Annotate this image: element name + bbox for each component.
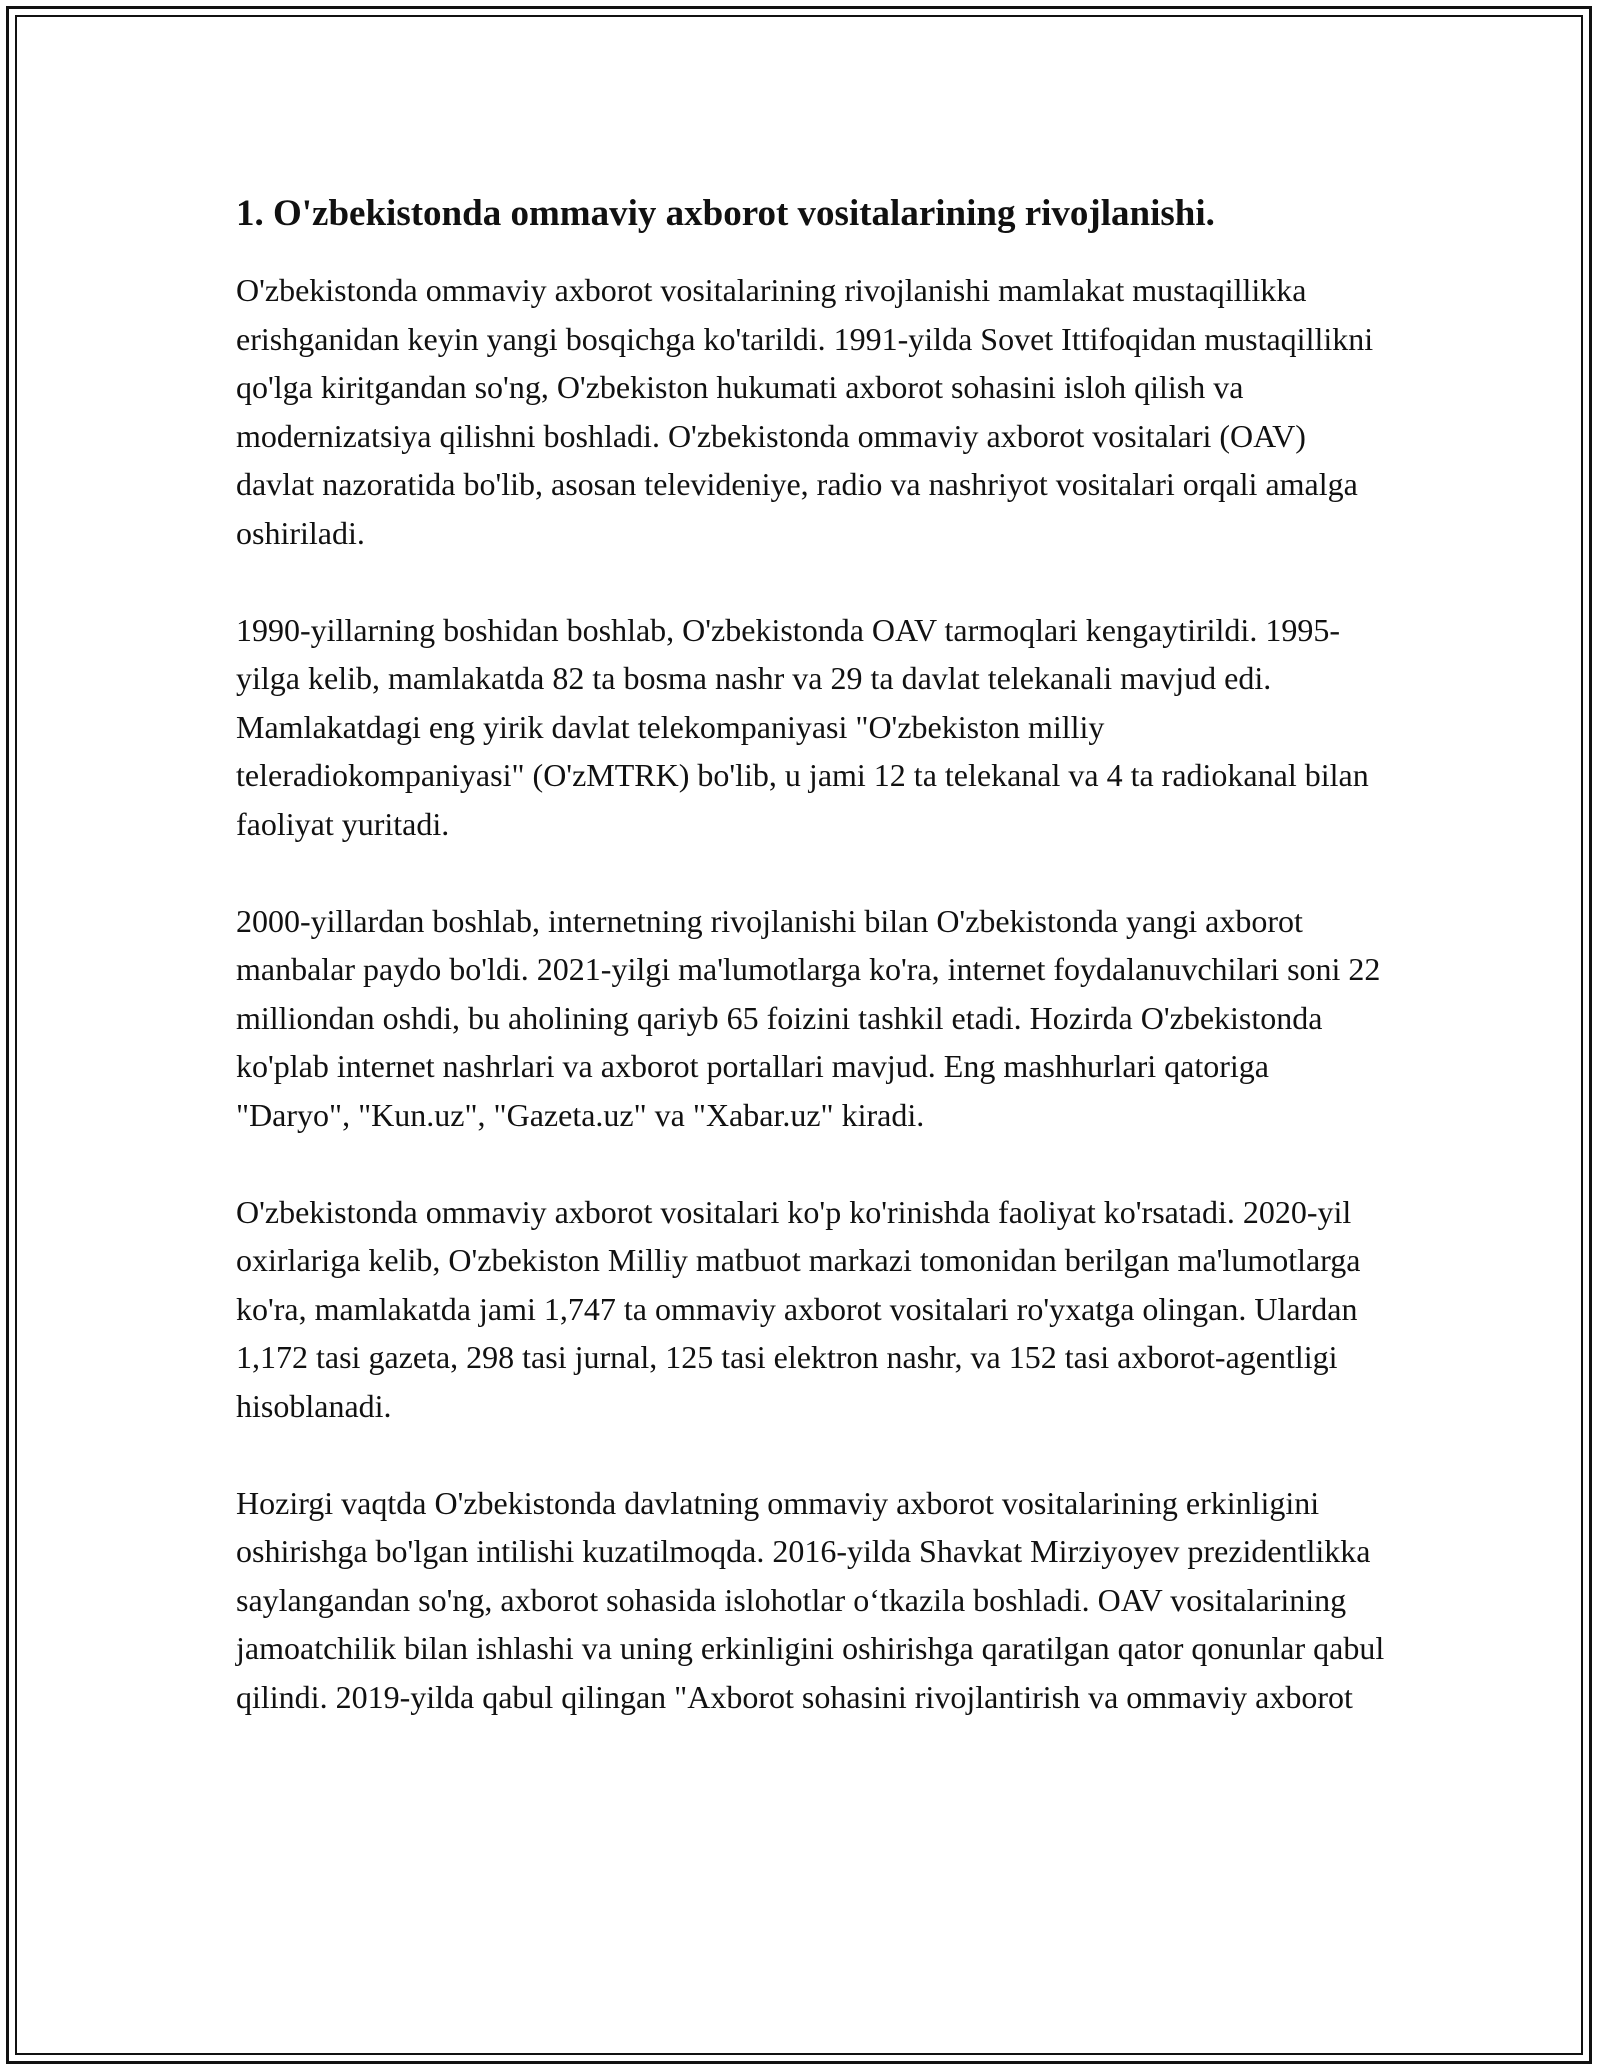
document-title: 1. O'zbekistonda ommaviy axborot vositalarining rivojlanishi.	[236, 193, 1215, 234]
paragraph-1: O'zbekistonda ommaviy axborot vositalarining rivojlanishi mamlakat mustaqillikka erishganidan keyin yangi bosqichga ko'tarildi. 1991-yilda Sovet Ittifoqidan mustaqillikni qo'lga kiritgandan so'ng, O'zbekiston hukumati axborot sohasini isloh qilish va modernizatsiya qilishni boshladi. O'zbekistonda ommaviy axborot vositalari (OAV) davlat nazoratida bo'lib, asosan televideniye, radio va nashriyot vositalari orqali amalga oshiriladi.	[236, 272, 1374, 551]
paragraph-4: O'zbekistonda ommaviy axborot vositalari ko'p ko'rinishda faoliyat ko'rsatadi. 2020-yil oxirlariga kelib, O'zbekiston Milliy matbuot markazi tomonidan berilgan ma'lumotlarga ko'ra, mamlakatda jami 1,747 ta ommaviy axborot vositalari ro'yxatga olingan. Ulardan 1,172 tasi gazeta, 298 tasi jurnal, 125 tasi elektron nashr, va 152 tasi axborot-agentligi hisoblanadi.	[236, 1193, 1361, 1424]
paragraph-3: 2000-yillardan boshlab, internetning rivojlanishi bilan O'zbekistonda yangi axborot manbalar paydo bo'ldi. 2021-yilgi ma'lumotlarga ko'ra, internet foydalanuvchilari soni 22 milliondan oshdi, bu aholining qariyb 65 foizini tashkil etadi. Hozirda O'zbekistonda ko'plab internet nashrlari va axborot portallari mavjud. Eng mashhurlari qatoriga "Daryo", "Kun.uz", "Gazeta.uz" va "Xabar.uz" kiradi.	[236, 902, 1381, 1133]
paragraph-2: 1990-yillarning boshidan boshlab, O'zbekistonda OAV tarmoqlari kengaytirildi. 1995-yilga kelib, mamlakatda 82 ta bosma nashr va 29 ta davlat telekanali mavjud edi. Mamlakatdagi eng yirik davlat telekompaniyasi "O'zbekiston milliy teleradiokompaniyasi" (O'zMTRK) bo'lib, u jami 12 ta telekanal va 4 ta radiokanal bilan faoliyat yuritadi.	[236, 611, 1369, 842]
document-body	[236, 188, 1386, 1721]
paragraph-5: Hozirgi vaqtda O'zbekistonda davlatning ommaviy axborot vositalarining erkinligini oshirishga bo'lgan intilishi kuzatilmoqda. 2016-yilda Shavkat Mirziyoyev prezidentlikka saylangandan so'ng, axborot sohasida islohotlar o‘tkazila boshladi. OAV vositalarining jamoatchilik bilan ishlashi va uning erkinligini oshirishga qaratilgan qator qonunlar qabul qilindi. 2019-yilda qabul qilingan "Axborot sohasini rivojlantirish va ommaviy axborot	[236, 1484, 1385, 1715]
